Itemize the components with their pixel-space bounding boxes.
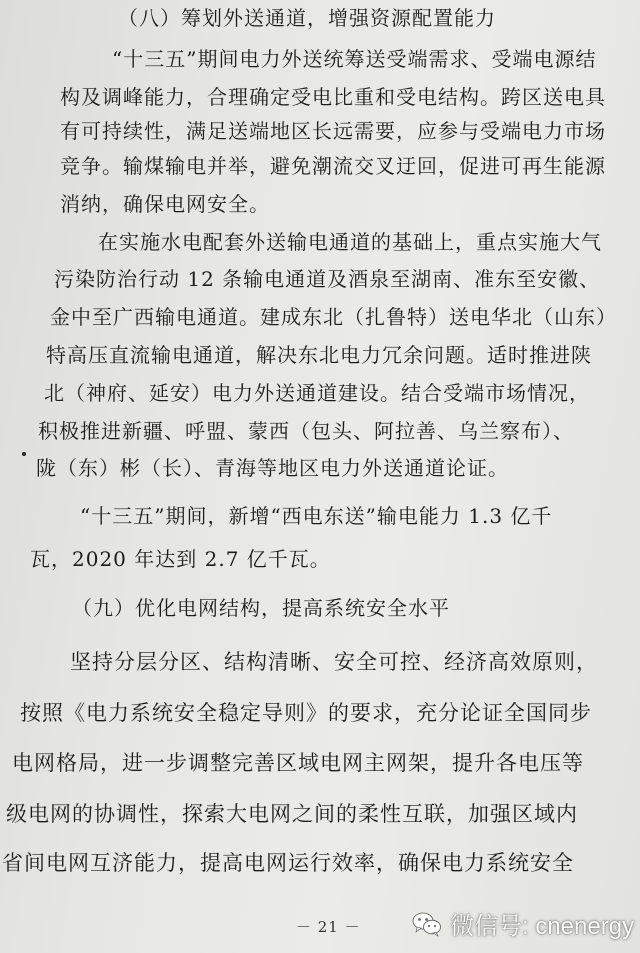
text-line: “十三五”期间电力外送统筹送受端需求、受端电源结 [112, 47, 597, 71]
page-number: － 21 － [296, 918, 361, 936]
text-line: 在实施水电配套外送输电通道的基础上，重点实施大气 [98, 230, 602, 254]
watermark [412, 906, 634, 941]
text-line: 特高压直流输电通道，解决东北电力冗余问题。适时推进陕 [46, 343, 592, 367]
text-line: 积极推进新疆、呼盟、蒙西（包头、阿拉善、乌兰察布）、 [38, 419, 574, 443]
text-line: 按照《电力系统安全稳定导则》的要求，充分论证全国同步 [20, 701, 592, 725]
text-line: 竞争。输煤输电并举，避免潮流交叉迂回，促进可再生能源 [60, 154, 606, 178]
text-line: “十三五”期间，新增“西电东送”输电能力 1.3 亿千 [80, 504, 553, 528]
text-line: 陇（东）彬（长）、青海等地区电力外送通道论证。 [36, 456, 509, 480]
text-line: 坚持分层分区、结构清晰、安全可控、经济高效原则， [70, 650, 598, 674]
text-line: 瓦，2020 年达到 2.7 亿千瓦。 [30, 547, 331, 571]
text-line: 省间电网互济能力，提高电网运行效率，确保电力系统安全 [2, 851, 574, 875]
text-line: 电网格局，进一步调整完善区域电网主网架，提升各电压等 [12, 751, 584, 775]
text-line: 污染防治行动 12 条输电通道及酒泉至湖南、准东至安徽、 [54, 267, 601, 291]
text-line: 消纳，确保电网安全。 [60, 192, 270, 216]
section-heading-9: （九）优化电网结构，提高系统安全水平 [72, 596, 450, 620]
section-heading-8: （八）筹划外送通道，增强资源配置能力 [118, 6, 496, 30]
text-line: 构及调峰能力，合理确定受电比重和受电结构。跨区送电具 [60, 85, 606, 109]
wechat-icon [412, 911, 442, 937]
text-line: 级电网的协调性，探索大电网之间的柔性互联，加强区域内 [6, 802, 578, 826]
ink-dot [22, 452, 26, 456]
watermark-text: 微信号: cnenergy [450, 913, 635, 940]
text-line: 北（神府、延安）电力外送通道建设。结合受端市场情况， [44, 381, 590, 405]
text-line: 金中至广西输电通道。建成东北（扎鲁特）送电华北（山东） [50, 305, 617, 329]
text-line: 有可持续性，满足送端地区长远需要，应参与受端电力市场 [60, 119, 606, 143]
